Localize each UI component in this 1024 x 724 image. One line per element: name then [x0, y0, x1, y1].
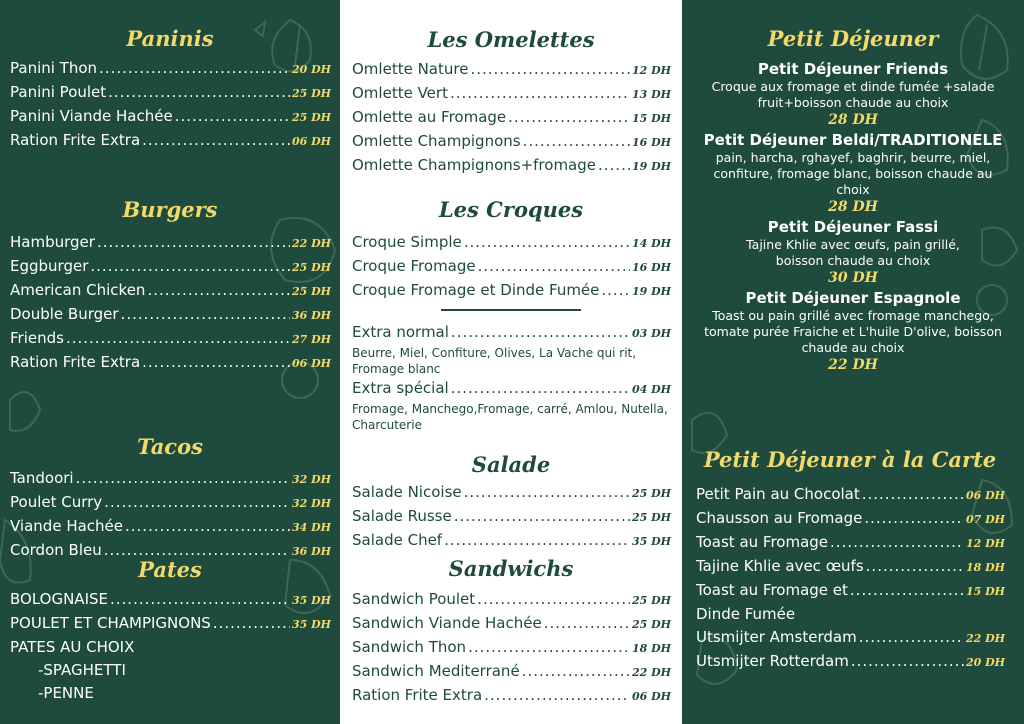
tacos-section — [0, 434, 340, 563]
item-price: 36 DH — [292, 309, 332, 322]
menu-item — [696, 626, 1004, 650]
sandwichs-list — [352, 588, 670, 708]
salade-list — [352, 481, 670, 553]
item-name: Poulet Curry — [10, 493, 103, 511]
menu-item — [696, 579, 1004, 603]
pates-choice-title: PATES AU CHOIX — [10, 638, 135, 656]
tacos-title: Tacos — [137, 434, 203, 459]
pates-option: -SPAGHETTI — [38, 661, 126, 679]
item-price: 25 DH — [292, 87, 332, 100]
item-name: Eggburger — [10, 257, 89, 275]
menu-item — [352, 154, 670, 178]
omelettes-section — [340, 27, 682, 178]
item-name: Extra normal — [352, 323, 449, 341]
item-name: Salade Chef — [352, 531, 443, 549]
menu-item — [352, 255, 670, 279]
item-name: Tajine Khlie avec œufs — [696, 557, 864, 575]
breakfast-price: 22 DH — [828, 357, 878, 373]
burgers-title: Burgers — [122, 197, 218, 222]
item-name: Omlette Champignons — [352, 132, 521, 150]
item-price: 20 DH — [292, 63, 332, 76]
item-name: Viande Hachée — [10, 517, 123, 535]
item-price: 25 DH — [632, 511, 672, 524]
breakfast-price: 30 DH — [828, 270, 878, 286]
breakfast-name: Petit Déjeuner Friends — [757, 60, 949, 78]
item-price: 20 DH — [966, 656, 1006, 669]
pates-section — [0, 557, 340, 705]
menu-item — [696, 650, 1004, 674]
item-name: Double Burger — [10, 305, 119, 323]
item-name: Croque Fromage — [352, 257, 476, 275]
burgers-section — [0, 197, 340, 375]
item-name: Sandwich Viande Hachée — [352, 614, 542, 632]
paninis-section — [0, 26, 340, 153]
menu-item — [10, 588, 330, 612]
breakfast-desc: Tajine Khlie avec œufs, pain grillé, boisson chaude au choix — [746, 237, 960, 268]
item-price: 32 DH — [292, 473, 332, 486]
salade-section — [340, 452, 682, 553]
item-name: POULET ET CHAMPIGNONS — [10, 614, 211, 632]
menu-item — [352, 660, 670, 684]
a-la-carte-section — [682, 447, 1024, 674]
item-price: 06 DH — [966, 489, 1006, 502]
item-price: 22 DH — [966, 632, 1006, 645]
extra-normal — [352, 321, 670, 345]
item-price: 27 DH — [292, 333, 332, 346]
menu-item — [10, 612, 330, 636]
item-name: Toast au Fromage — [696, 533, 829, 551]
item-name: Sandwich Thon — [352, 638, 467, 656]
item-name: Tandoori — [10, 469, 74, 487]
a-la-carte-list — [696, 483, 1004, 674]
burgers-list — [10, 231, 330, 375]
item-price: 35 DH — [632, 535, 672, 548]
menu-item — [10, 255, 330, 279]
item-price: 25 DH — [292, 261, 332, 274]
item-name: Ration Frite Extra — [352, 686, 483, 704]
menu-item — [10, 81, 330, 105]
menu-item — [352, 82, 670, 106]
menu-item — [352, 588, 670, 612]
item-price: 25 DH — [632, 594, 672, 607]
item-price: 07 DH — [966, 513, 1006, 526]
extras-list — [352, 321, 670, 433]
item-name: Panini Poulet — [10, 83, 107, 101]
item-name: Omlette Champignons+fromage — [352, 156, 596, 174]
menu-item — [696, 531, 1004, 555]
item-name: Panini Viande Hachée — [10, 107, 173, 125]
pates-list — [10, 588, 330, 705]
item-price: 18 DH — [632, 642, 672, 655]
item-name: Toast au Fromage et — [696, 581, 848, 599]
croques-section — [340, 197, 682, 433]
section-divider — [441, 309, 581, 311]
item-name: Croque Fromage et Dinde Fumée — [352, 281, 600, 299]
item-price: 32 DH — [292, 497, 332, 510]
paninis-title: Paninis — [126, 26, 214, 51]
breakfast-item — [690, 217, 1016, 288]
menu-item — [696, 483, 1004, 507]
item-name: Sandwich Mediterrané — [352, 662, 520, 680]
menu-item — [352, 58, 670, 82]
breakfast-desc: pain, harcha, rghayef, baghrir, beurre, miel, confiture, fromage blanc, boisson chaude au choix — [713, 150, 993, 197]
menu-item — [10, 515, 330, 539]
right-panel — [682, 0, 1024, 724]
menu-item — [352, 279, 670, 303]
extra-special-desc: Fromage, Manchego,Fromage, carré, Amlou, Nutella, Charcuterie — [352, 402, 668, 432]
menu-item — [696, 555, 1004, 579]
item-name: Salade Nicoise — [352, 483, 462, 501]
extra-normal-desc: Beurre, Miel, Confiture, Olives, La Vache qui rit, Fromage blanc — [352, 346, 637, 376]
item-name: Hamburger — [10, 233, 95, 251]
breakfast-desc: Toast ou pain grillé avec fromage manchego, tomate purée Fraiche et L'huile D'olive, boisson chaude au choix — [704, 308, 1002, 355]
breakfast-name: Petit Déjeuner Fassi — [767, 218, 939, 236]
pates-option: -PENNE — [38, 684, 94, 702]
menu-item — [10, 231, 330, 255]
item-price: 03 DH — [632, 327, 672, 340]
pates-title: Pates — [138, 557, 202, 582]
menu-item — [10, 303, 330, 327]
breakfast-name: Petit Déjeuner Beldi/TRADITIONELE — [703, 131, 1003, 149]
item-price: 18 DH — [966, 561, 1006, 574]
tacos-list — [10, 467, 330, 563]
omelettes-title: Les Omelettes — [427, 27, 595, 52]
item-price: 06 DH — [292, 357, 332, 370]
menu-item — [352, 684, 670, 708]
item-price: 06 DH — [632, 690, 672, 703]
breakfast-price: 28 DH — [828, 199, 878, 215]
item-price: 19 DH — [632, 285, 672, 298]
croques-title: Les Croques — [438, 197, 584, 222]
paninis-list — [10, 57, 330, 153]
item-name: Omlette Nature — [352, 60, 469, 78]
item-price: 35 DH — [292, 594, 332, 607]
petit-dejeuner-section — [682, 26, 1024, 375]
menu-item — [352, 529, 670, 553]
menu-item — [10, 129, 330, 153]
item-price: 12 DH — [966, 537, 1006, 550]
middle-panel — [340, 0, 682, 724]
breakfast-item — [690, 130, 1016, 217]
menu-item — [10, 105, 330, 129]
breakfast-price: 28 DH — [828, 112, 878, 128]
item-name: Petit Pain au Chocolat — [696, 485, 860, 503]
menu-item — [10, 57, 330, 81]
item-name: Sandwich Poulet — [352, 590, 476, 608]
menu-item — [352, 231, 670, 255]
item-price: 13 DH — [632, 88, 672, 101]
croques-list — [352, 231, 670, 303]
item-price: 25 DH — [292, 285, 332, 298]
item-price: 19 DH — [632, 160, 672, 173]
menu-item — [10, 327, 330, 351]
menu-item — [352, 481, 670, 505]
extra-special — [352, 377, 670, 401]
menu-item — [10, 351, 330, 375]
item-name: Utsmijter Rotterdam — [696, 652, 849, 670]
item-price: 14 DH — [632, 237, 672, 250]
menu-item — [10, 279, 330, 303]
left-panel — [0, 0, 340, 724]
sandwichs-section — [340, 556, 682, 708]
breakfast-name: Petit Déjeuner Espagnole — [745, 289, 961, 307]
petit-dejeuner-title: Petit Déjeuner — [767, 26, 939, 51]
petit-dejeuner-list — [690, 59, 1016, 375]
item-price: 16 DH — [632, 261, 672, 274]
item-name: Panini Thon — [10, 59, 98, 77]
menu-item — [352, 106, 670, 130]
breakfast-item — [690, 59, 1016, 130]
menu-item — [352, 130, 670, 154]
item-name: BOLOGNAISE — [10, 590, 108, 608]
breakfast-desc: Croque aux fromage et dinde fumée +salade fruit+boisson chaude au choix — [711, 79, 995, 110]
item-price: 25 DH — [292, 111, 332, 124]
item-price: 22 DH — [632, 666, 672, 679]
menu-item — [352, 612, 670, 636]
item-price: 34 DH — [292, 521, 332, 534]
menu-item — [696, 507, 1004, 531]
item-name: Salade Russe — [352, 507, 452, 525]
item-price: 04 DH — [632, 383, 672, 396]
item-price: 12 DH — [632, 64, 672, 77]
item-name: Friends — [10, 329, 64, 347]
item-price: 22 DH — [292, 237, 332, 250]
item-name: Ration Frite Extra — [10, 131, 141, 149]
menu-item — [10, 491, 330, 515]
menu-item — [352, 505, 670, 529]
item-price: 25 DH — [632, 618, 672, 631]
item-name: Omlette Vert — [352, 84, 448, 102]
item-name: Croque Simple — [352, 233, 462, 251]
menu-item — [10, 539, 330, 563]
menu-item — [10, 467, 330, 491]
item-price: 25 DH — [632, 487, 672, 500]
item-price: 06 DH — [292, 135, 332, 148]
a-la-carte-title: Petit Déjeuner à la Carte — [703, 447, 997, 472]
item-name: Extra spécial — [352, 379, 449, 397]
menu-item — [352, 636, 670, 660]
item-price: 16 DH — [632, 136, 672, 149]
salade-title: Salade — [471, 452, 551, 477]
item-name: Chausson au Fromage — [696, 509, 863, 527]
item-name: Cordon Bleu — [10, 541, 102, 559]
item-price: 15 DH — [632, 112, 672, 125]
item-price: 36 DH — [292, 545, 332, 558]
item-price: 15 DH — [966, 585, 1006, 598]
breakfast-item — [690, 288, 1016, 375]
sandwichs-title: Sandwichs — [448, 556, 574, 581]
item-price: 35 DH — [292, 618, 332, 631]
item-name: American Chicken — [10, 281, 146, 299]
item-continuation: Dinde Fumée — [696, 605, 796, 623]
omelettes-list — [352, 58, 670, 178]
item-name: Utsmijter Amsterdam — [696, 628, 857, 646]
item-name: Ration Frite Extra — [10, 353, 141, 371]
item-name: Omlette au Fromage — [352, 108, 507, 126]
